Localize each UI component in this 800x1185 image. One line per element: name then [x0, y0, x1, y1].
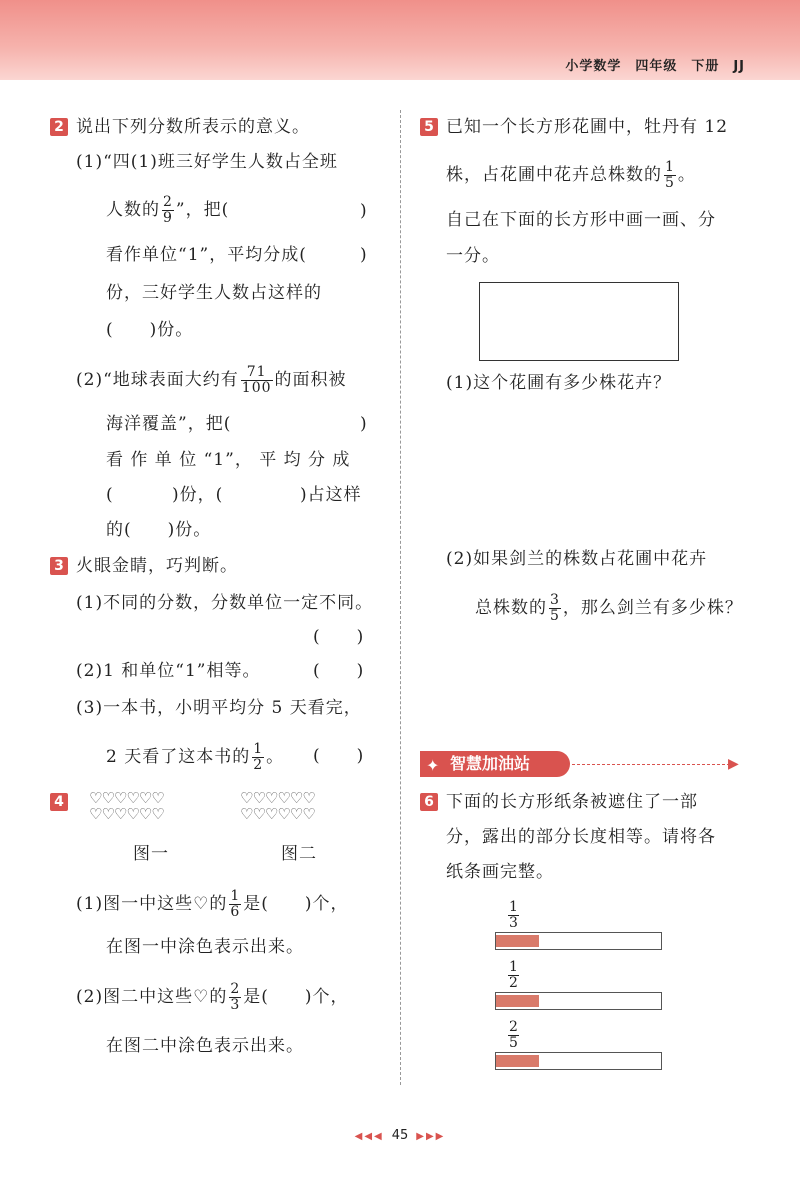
- q5-sub2-line2: [475, 593, 743, 624]
- fraction-numerator: 2: [230, 981, 241, 997]
- fraction-denominator: 9: [163, 210, 173, 226]
- banner-dashed-line: [572, 764, 730, 765]
- q4-part-2-instruction: 在图二中涂色表示出来。: [106, 1036, 304, 1056]
- strip-3-fraction: [508, 1020, 519, 1051]
- q4-part-1: [76, 889, 349, 920]
- paper-strip-3[interactable]: [495, 1052, 662, 1070]
- fraction-denominator: 5: [509, 1035, 518, 1051]
- strip-1-shown-part: [496, 935, 539, 947]
- fraction-denominator: 3: [509, 915, 518, 931]
- q3-statement-3: (3)一本书，小明平均分 5 天看完，: [76, 698, 362, 718]
- fraction-1-6: [229, 889, 241, 920]
- q5-sub1: (1)这个花圃有多少株花卉？: [446, 373, 672, 393]
- q5-text-a: 株，占花圃中花卉总株数的: [446, 165, 662, 185]
- question-4-badge: 4: [50, 793, 68, 811]
- fraction-denominator: 3: [230, 997, 241, 1013]
- q5-line4: 一分。: [446, 246, 500, 266]
- fraction-denominator: 5: [665, 175, 675, 191]
- fraction-denominator: 5: [550, 608, 560, 624]
- paper-strip-2[interactable]: [495, 992, 662, 1010]
- fraction-numerator: 1: [253, 741, 264, 757]
- q3-title: 火眼金睛，巧判断。: [76, 556, 238, 576]
- q3-answer-blank-3[interactable]: ( ): [313, 746, 365, 766]
- strip-1-fraction: [508, 900, 519, 931]
- hearts-row: ♡♡♡♡♡♡: [89, 789, 164, 807]
- q2-p2-l4c: )占这样: [300, 485, 362, 505]
- q5-sub2-line1: (2)如果剑兰的株数占花圃中花卉: [446, 549, 708, 569]
- q2-p2-l4b: )份，(: [172, 485, 224, 505]
- paren-close: ): [360, 201, 368, 221]
- q2-p2-l4a: (: [106, 485, 114, 505]
- q4-p2-text-a: (2)图二中这些♡的: [76, 987, 228, 1007]
- arrow-right-icon: ▶: [728, 756, 739, 772]
- right-arrows-icon: ▶▶▶: [416, 1131, 446, 1142]
- fraction-numerator: 71: [241, 365, 273, 381]
- strip-3-shown-part: [496, 1055, 539, 1067]
- fraction-71-100: [241, 365, 273, 396]
- fraction-denominator: 100: [241, 380, 272, 396]
- q2-p2-line2: 海洋覆盖”，把(: [106, 414, 232, 434]
- q2-p2-line5: 的( )份。: [106, 520, 212, 540]
- paren-close: ): [360, 245, 368, 265]
- q2-p1-line3: 看作单位“1”，平均分成(: [106, 245, 307, 265]
- fraction-numerator: 2: [509, 1019, 518, 1035]
- q5-sub2-text-a: 总株数的: [475, 598, 547, 618]
- q2-p1-line5: ( )份。: [106, 320, 194, 340]
- q5-text-b: 。: [677, 165, 696, 185]
- fraction-numerator: 1: [509, 899, 518, 915]
- question-3-badge: 3: [50, 557, 68, 575]
- q4-p1-text-b: 是( )个，: [243, 894, 349, 914]
- figure-2-label: 图二: [281, 844, 317, 864]
- q6-line3: 纸条画完整。: [446, 862, 554, 882]
- paper-strip-1[interactable]: [495, 932, 662, 950]
- q3-answer-blank-2[interactable]: ( ): [313, 661, 365, 681]
- q2-title: 说出下列分数所表示的意义。: [76, 117, 310, 137]
- q3-s3-text-a: 2 天看了这本书的: [106, 747, 251, 767]
- fraction-3-5: [549, 593, 561, 624]
- fraction-denominator: 2: [509, 975, 518, 991]
- q5-line1: 已知一个长方形花圃中，牡丹有 12: [446, 117, 729, 137]
- fraction-numerator: 1: [230, 888, 241, 904]
- hearts-row: ♡♡♡♡♡♡: [240, 789, 315, 807]
- q2-p1-line1: (1)“四(1)班三好学生人数占全班: [76, 152, 338, 172]
- q6-line1: 下面的长方形纸条被遮住了一部: [446, 792, 698, 812]
- strip-2-shown-part: [496, 995, 539, 1007]
- q3-statement-1: (1)不同的分数，分数单位一定不同。: [76, 593, 374, 613]
- fraction-numerator: 2: [163, 194, 173, 210]
- banner-label: 智慧加油站: [450, 754, 531, 773]
- page-header: [0, 0, 800, 80]
- paren-close: ): [360, 414, 368, 434]
- q5-sub2-text-b: ，那么剑兰有多少株？: [562, 598, 743, 618]
- figure-1-hearts[interactable]: [89, 790, 164, 822]
- q3-statement-3-line2: [106, 742, 284, 773]
- fraction-1-5: [664, 160, 676, 191]
- fraction-1-2: [252, 742, 264, 773]
- left-arrows-icon: ◀◀◀: [354, 1131, 384, 1142]
- fraction-2-3: [229, 982, 241, 1013]
- fraction-numerator: 1: [665, 159, 675, 175]
- question-2-badge: 2: [50, 118, 68, 136]
- question-5-badge: 5: [420, 118, 438, 136]
- q4-part-2: [76, 982, 349, 1013]
- q2-p2-line3: 看 作 单 位 “1”， 平 均 分 成: [106, 450, 351, 470]
- question-6-badge: 6: [420, 793, 438, 811]
- figure-2-hearts[interactable]: [240, 790, 315, 822]
- figure-1-label: 图一: [133, 844, 169, 864]
- column-divider: [400, 110, 401, 1085]
- q3-s3-text-b: 。: [266, 747, 285, 767]
- hearts-row: ♡♡♡♡♡♡: [89, 805, 164, 823]
- q6-line2: 分，露出的部分长度相等。请将各: [446, 827, 716, 847]
- fraction-numerator: 1: [509, 959, 518, 975]
- q2-p1-line2: [106, 195, 229, 226]
- q4-part-1-instruction: 在图一中涂色表示出来。: [106, 937, 304, 957]
- q2-p1-text-a: 人数的: [106, 200, 160, 220]
- q2-p2-text-a: (2)“地球表面大约有: [76, 370, 239, 390]
- fraction-2-9: [162, 195, 174, 226]
- q4-p2-text-b: 是( )个，: [243, 987, 349, 1007]
- fraction-denominator: 2: [253, 757, 264, 773]
- section-banner: [420, 751, 570, 777]
- q2-p2-text-b: 的面积被: [274, 370, 347, 390]
- drawing-rectangle[interactable]: [479, 282, 679, 361]
- fraction-denominator: 6: [230, 904, 241, 920]
- q5-line3: 自己在下面的长方形中画一画、分: [446, 210, 716, 230]
- q3-answer-blank-1[interactable]: ( ): [313, 627, 365, 647]
- q2-p2-line1: [76, 365, 347, 396]
- q2-p1-line4: 份，三好学生人数占这样的: [106, 283, 322, 303]
- page-number: 45: [391, 1128, 409, 1143]
- q4-p1-text-a: (1)图一中这些♡的: [76, 894, 228, 914]
- q2-p1-text-b: ”，把(: [175, 200, 230, 220]
- hearts-row: ♡♡♡♡♡♡: [240, 805, 315, 823]
- page-footer: [0, 1128, 800, 1143]
- header-label: 小学数学 四年级 下册 JJ: [565, 59, 745, 74]
- strip-2-fraction: [508, 960, 519, 991]
- q3-statement-2: (2)1 和单位“1”相等。: [76, 661, 261, 681]
- q5-line2: [446, 160, 696, 191]
- fraction-numerator: 3: [550, 592, 560, 608]
- sparkle-icon: ✦: [426, 756, 440, 775]
